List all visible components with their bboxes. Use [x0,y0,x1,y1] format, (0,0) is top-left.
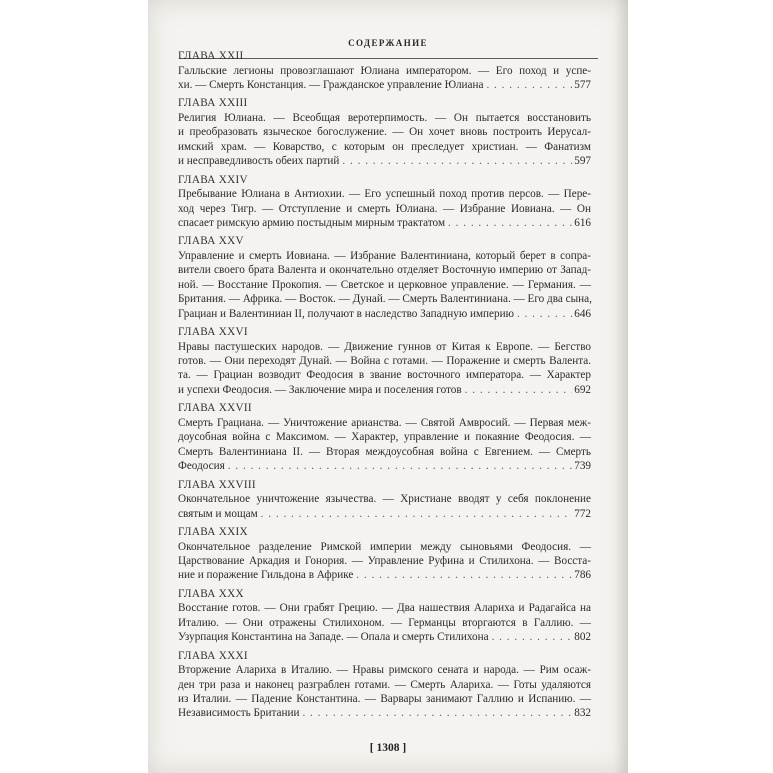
entry-line: ной. — Восстание Прокопия. — Светское и церковное управление. — Германия. — [178,278,591,291]
entry-line: доусобная война с Максимом. — Характер, управление и покаяние Феодосия. — [178,431,591,444]
table-of-contents [178,49,591,721]
dot-leader [228,459,572,473]
entry-line: имский храм. — Коварство, с которым он преследует христиан. — Фанатизм [178,140,591,153]
toc-entry [178,478,591,521]
entry-line: Смерть Грациана. — Уничтожение арианства. — Святой Амвросий. — Первая меж- [178,416,591,429]
entry-line: из Италии. — Падение Константина. — Варвары занимают Галлию и Испанию. — [178,692,591,705]
entry-line: Британия. — Африка. — Восток. — Дунай. — Смерть Валентиниана. — Его два сына, [178,293,592,306]
entry-line: святым и мощам . . . 772 [178,507,591,521]
page-number: 692 [574,383,591,396]
entry-line: Независимость Британии . . . 832 [178,706,591,720]
entry-line: Окончательное уничтожение язычества. — Христиане вводят у себя поклонение [178,493,591,506]
entry-line: Религия Юлиана. — Всеобщая веротерпимость. — Он пытается восстановить [178,112,591,124]
entry-line: хи. — Смерть Констанция. — Гражданское управление Юлиана . . . 577 [178,78,591,92]
toc-entry [178,173,591,231]
entry-line: Царствование Аркадия и Гонория. — Управление Руфина и Стилихона. — Восста- [178,554,591,567]
chapter-title: ГЛАВА XXIV [178,173,248,186]
toc-entry [178,325,591,397]
dot-leader [492,630,573,644]
chapter-title: ГЛАВА XXIX [178,525,248,538]
toc-entry [178,649,591,721]
toc-entry [178,49,591,92]
entry-line: ден три раза и наконец разграблен готами. — Смерть Алариха. — Готы удаляются [178,678,591,691]
running-head: СОДЕРЖАНИЕ [348,38,428,48]
entry-line: Узурпация Константина на Западе. — Опала и смерть Стилихона . . . 802 [178,630,591,644]
chapter-title: ГЛАВА XXV [178,235,244,248]
page-number: 616 [574,217,591,230]
dot-leader [302,706,572,720]
chapter-title: ГЛАВА XXX [178,587,244,600]
toc-entry [178,401,591,473]
entry-line: ние и поражение Гильдона в Африке . . . 786 [178,568,591,582]
page-number: 802 [574,631,591,644]
toc-entry [178,587,591,645]
entry-line: Окончательное разделение Римской империи между сыновьями Феодосия. — [178,540,591,553]
entry-line: готов. — Они переходят Дунай. — Война с готами. — Поражение и смерть Валента. [178,355,591,368]
entry-line: Вторжение Алариха в Италию. — Нравы римского сената и народа. — Рим осаж- [178,664,591,677]
chapter-title: ГЛАВА XXVII [178,402,252,415]
page-number: 786 [574,569,591,582]
chapter-title: ГЛАВА XXVIII [178,478,256,491]
entry-line: Нравы пастушеских народов. — Движение гуннов от Китая к Европе. — Бегство [178,340,591,353]
dot-leader [261,507,573,521]
entry-line: та. — Грациан возводит Феодосия в звание восточного императора. — Характер [178,369,591,382]
dot-leader [448,216,572,230]
page-number: 772 [574,507,591,520]
entry-line: Пребывание Юлиана в Антиохии. — Его успешный поход против персов. — Пере- [178,188,591,201]
page-number: 597 [574,155,591,168]
chapter-title: ГЛАВА XXXI [178,649,248,662]
entry-line: ход через Тигр. — Отступление и смерть Юлиана. — Избрание Иовиана. — Он [178,202,591,215]
dot-leader [517,307,572,321]
entry-line: Восстание готов. — Они грабят Грецию. — Два нашествия Алариха и Радагайса на [178,602,591,615]
page-number: 577 [574,79,591,91]
toc-entry [178,96,591,168]
page-number: 739 [574,460,591,473]
page-number: 832 [574,707,591,720]
page-folio: [ 1308 ] [369,742,407,754]
entry-line: Феодосия . . . 739 [178,459,591,473]
dot-leader [356,568,572,582]
dot-leader [342,154,572,168]
entry-line: Грациан и Валентиниан II, получают в наследство Западную империю . . . 646 [178,307,591,321]
chapter-title: ГЛАВА XXII [178,50,244,62]
entry-line: Галльские легионы провозглашают Юлиана императором. — Его поход и успе- [178,64,591,77]
dot-leader [465,383,573,397]
book-page [148,0,628,773]
entry-line: и преобразовать языческое богослужение. — Он хочет вновь построить Иерусал- [178,126,591,139]
entry-line: Смерть Валентиниана II. — Вторая междоусобная война с Евгением. — Смерть [178,445,591,458]
entry-line: спасает римскую армию постыдным мирным трактатом . . . 616 [178,216,591,230]
page-number: 646 [574,307,591,320]
entry-line: Управление и смерть Иовиана. — Избрание Валентиниана, который берет в сопра- [178,250,591,263]
dot-leader [486,78,572,92]
chapter-title: ГЛАВА XXIII [178,97,248,110]
toc-entry [178,525,591,583]
entry-line: и успехи Феодосия. — Заключение мира и поселения готов . . . 692 [178,383,591,397]
entry-line: Италию. — Они отражены Стилихоном. — Германцы вторгаются в Галлию. — [178,616,591,629]
chapter-title: ГЛАВА XXVI [178,326,248,339]
entry-line: вители своего брата Валента и окончательно отделяет Восточную империю от Запад- [178,264,591,277]
entry-line: и несправедливость обеих партий . . . 597 [178,154,591,168]
toc-entry [178,234,591,321]
